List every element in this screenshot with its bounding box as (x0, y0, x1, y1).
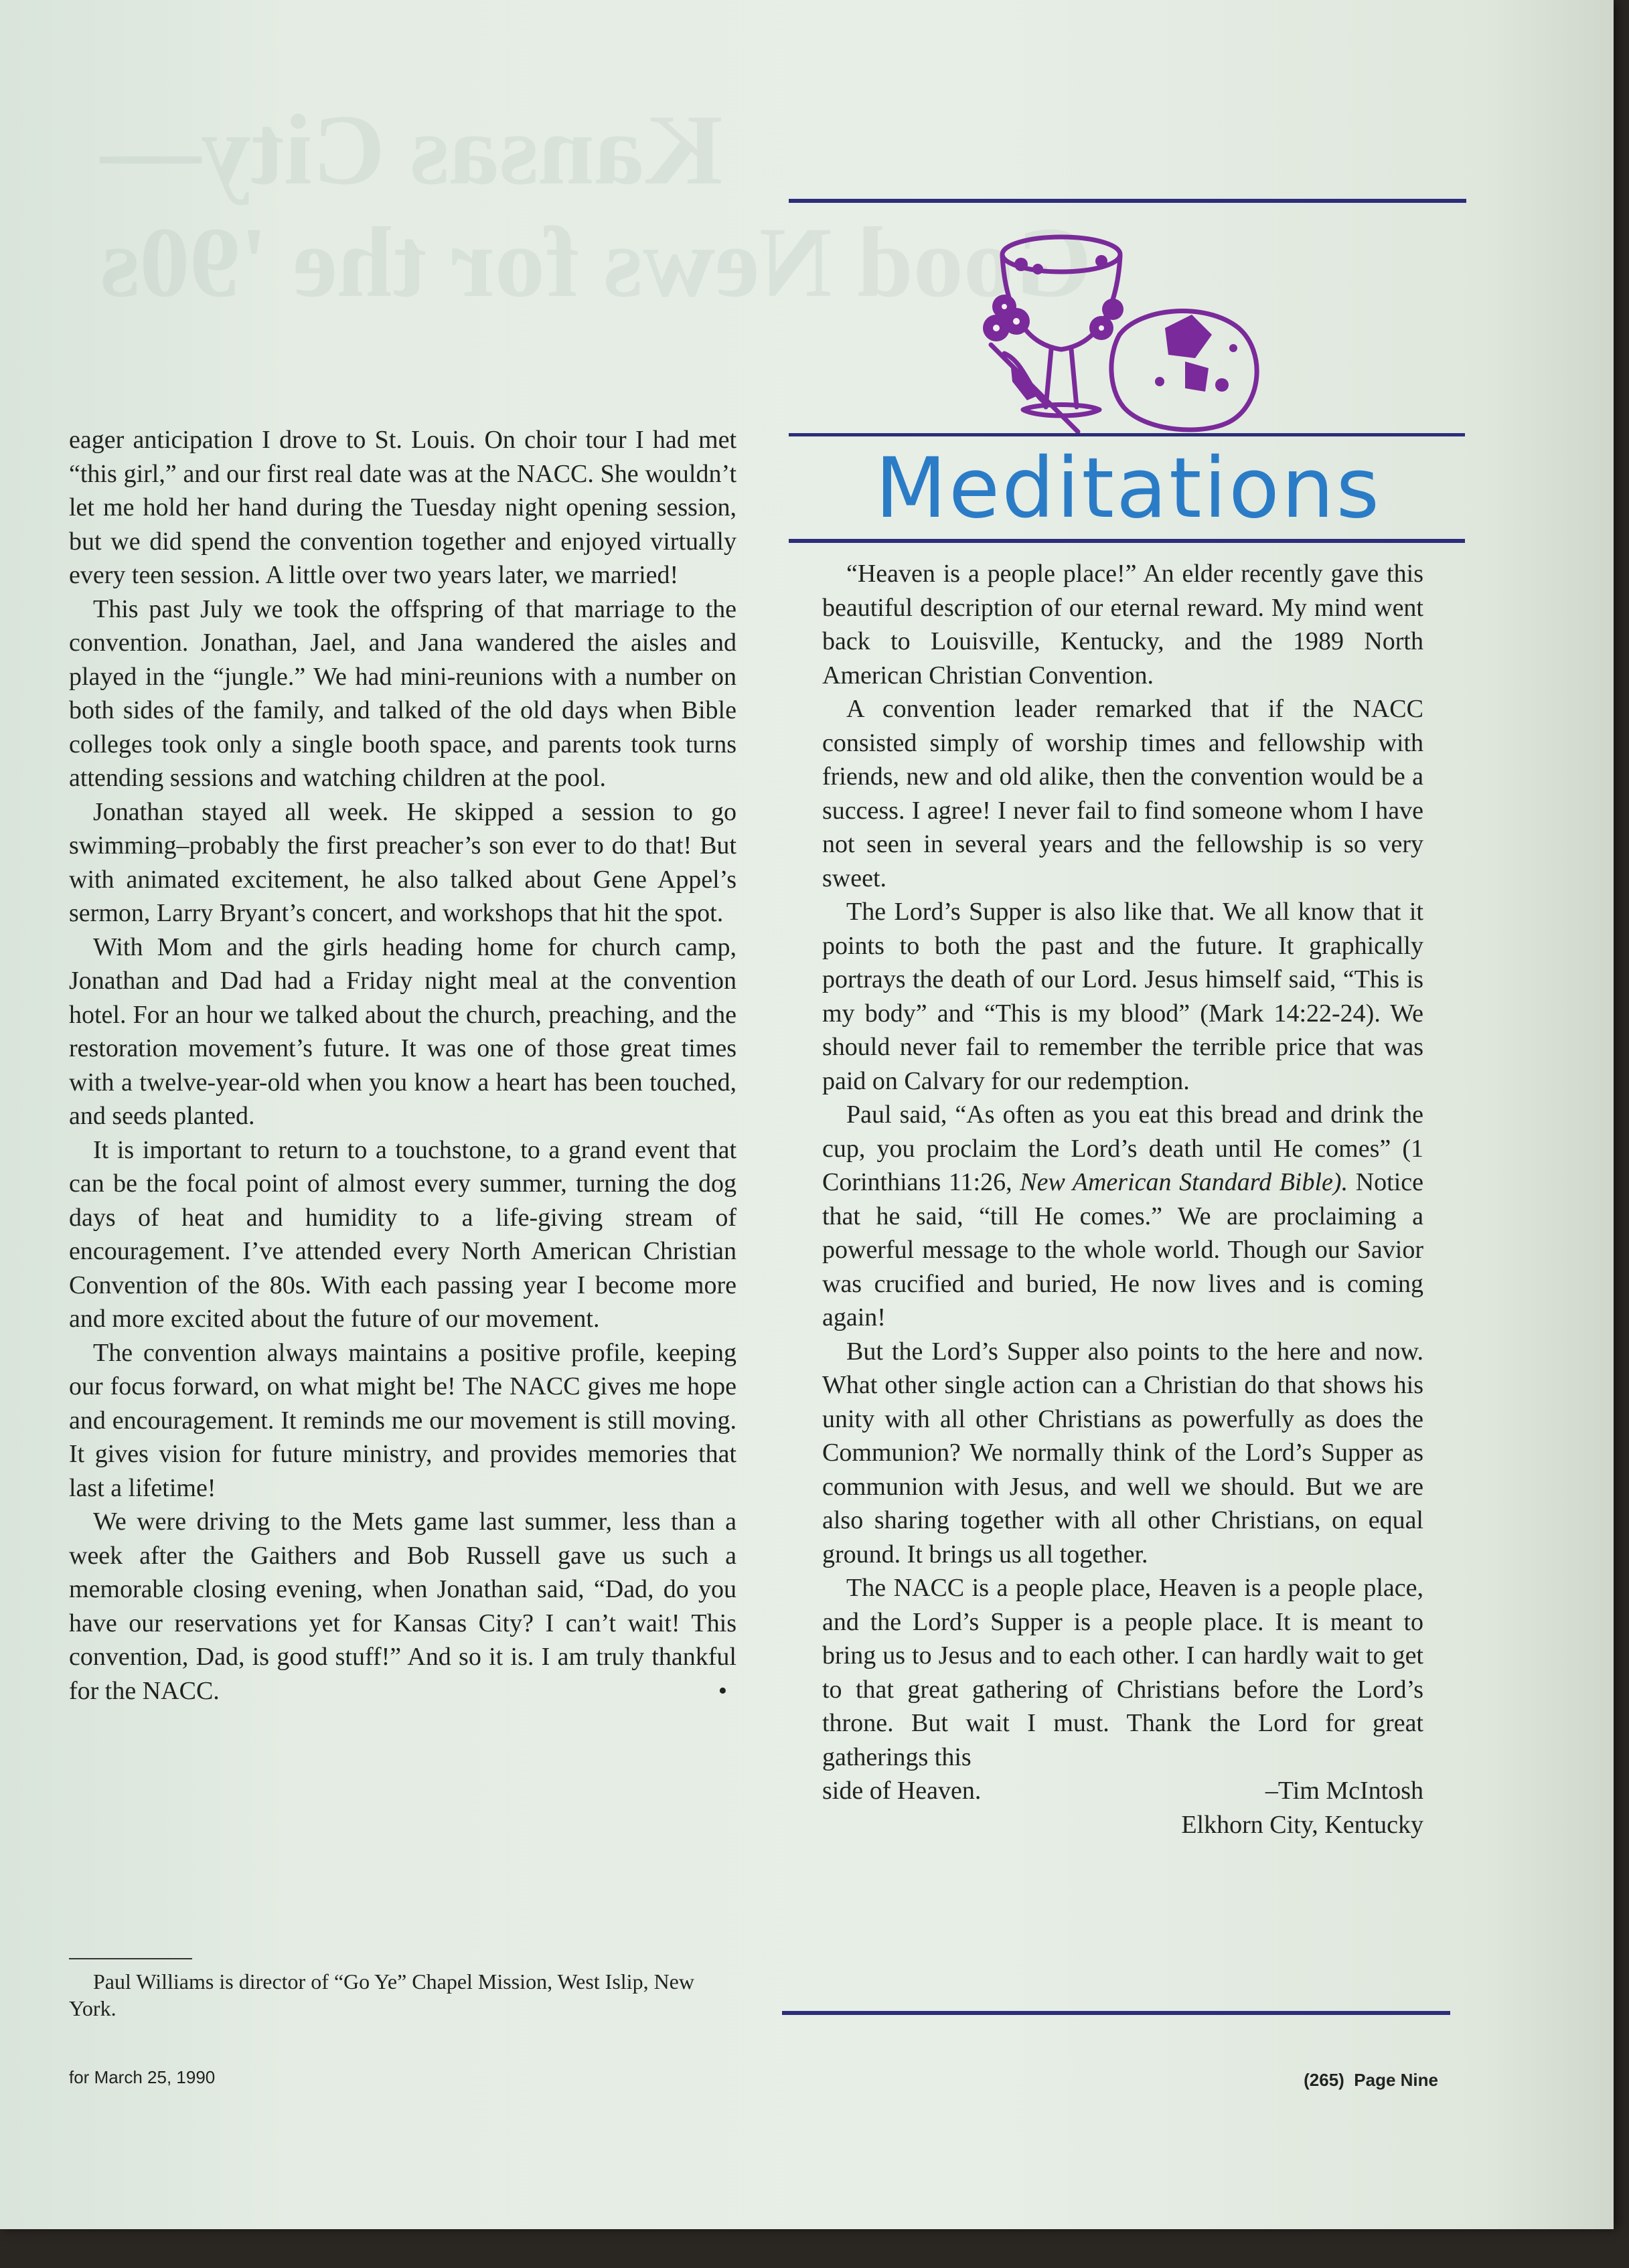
sidebar-column (822, 557, 1423, 1842)
sidebar-top-rule (789, 199, 1466, 203)
footnote-divider (69, 1958, 192, 1959)
sidebar-title-top-rule (789, 433, 1465, 436)
signature-name: –Tim McIntosh (1265, 1777, 1423, 1805)
article-paragraph: It is important to return to a touchstone, to a grand event that can be the focal point of almost every summer, turning the dog days of heat and humidity to a life-giving stream of encouragement. I’ve attended every North American Christian Convention of the 80s. With each passing year I become more and more excited about the future of our movement. (69, 1135, 736, 1333)
end-mark: • (718, 1676, 727, 1705)
article-paragraph-text: We were driving to the Mets game last summer, less than a week after the Gaithers and Bob Russell gave us such a memorable closing evening, when Jonathan said, “Dad, do you have our reservations yet for Kansas City? I can’t wait! This convention, Dad, is good stuff!” And so it is. I am truly thankful for the NACC. (69, 1508, 736, 1705)
sidebar-paragraph: But the Lord’s Supper also points to the here and now. What other single action can a Christian do that shows his unity with all other Christians as powerfully as does the Communion? We normally think of the Lord’s Supper as communion with Jesus, and well we should. But we are also sharing together with all other Christians, on equal ground. It brings us all together. (822, 1337, 1423, 1568)
bible-version-italic: New American Standard Bible). (1020, 1168, 1348, 1196)
sidebar-paragraph-last: The NACC is a people place, Heaven is a people place, and the Lord’s Supper is a people place. It is meant to bring us to Jesus and to each other. I can hardly wait to get to that great gathering of Christians before the Lord’s throne. But wait I must. Thank the Lord for great gatherings this (822, 1574, 1423, 1771)
signature-line (822, 1774, 1423, 1808)
communion-illustration-icon (964, 228, 1326, 449)
article-paragraph: The convention always maintains a positive profile, keeping our focus forward, on what might be! The NACC gives me hope and encouragement. It reminds me our movement is still moving. It gives vision for future ministry, and provides memories that last a lifetime! (69, 1338, 736, 1502)
signature-place: Elkhorn City, Kentucky (1181, 1810, 1423, 1839)
sidebar-title-bottom-rule (789, 539, 1465, 543)
sidebar-title: Meditations (874, 440, 1382, 537)
sidebar-paragraph: A convention leader remarked that if the NACC consisted simply of worship times and fellowship with friends, new and old alike, then the convention would be a success. I agree! I never fail to find someone whom I have not seen in several years and the fellowship is so very sweet. (822, 695, 1423, 892)
article-paragraph-last (69, 1505, 736, 1708)
bleed-through-heading: Kansas City— Good News for the '90s (100, 94, 1092, 318)
sidebar-paragraph: “Heaven is a people place!” An elder recently gave this beautiful description of our eternal reward. My mind went back to Louisville, Kentucky, and the 1989 North American Christian Convention. (822, 560, 1423, 690)
closing-words: side of Heaven. (822, 1777, 982, 1805)
sidebar-paragraph-paul (822, 1098, 1423, 1335)
sidebar-paragraph-text: Paul said, “As often as you eat this bread and drink the cup, you proclaim the Lord’s death until He comes” (1 Corinthians 11:26, (822, 1101, 1423, 1196)
author-footnote: Paul Williams is director of “Go Ye” Chapel Mission, West Islip, New York. (69, 1969, 694, 2020)
article-paragraph: This past July we took the offspring of that marriage to the convention. Jonathan, Jael, and Jana wandered the aisles and played in the “jungle.” We had mini-reunions with a number on both sides of the family, and talked of the old days when Bible colleges took only a single booth space, and parents took turns attending sessions and watching children at the pool. (69, 594, 736, 792)
article-paragraph: eager anticipation I drove to St. Louis. On choir tour I had met “this girl,” and our first real date was at the NACC. She wouldn’t let me hold her hand during the Tuesday night opening session, but we did spend the convention together and enjoyed virtually every teen session. A little over two years later, we married! (69, 426, 736, 589)
page-number: (265) Page Nine (1304, 2070, 1438, 2090)
article-column (69, 423, 736, 1708)
issue-date: for March 25, 1990 (69, 2067, 216, 2087)
article-paragraph: Jonathan stayed all week. He skipped a session to go swimming–probably the first preacher’s son ever to do that! But with animated excitement, he also talked about Gene Appel’s sermon, Larry Bryant’s concert, and workshops that hit the spot. (69, 797, 736, 927)
sidebar-paragraph: The Lord’s Supper is also like that. We all know that it points to both the past and the future. It graphically portrays the death of our Lord. Jesus himself said, “This is my body” and “This is my blood” (Mark 14:22-24). We should never fail to remember the terrible price that was paid on Calvary for our redemption. (822, 898, 1423, 1095)
article-paragraph: With Mom and the girls heading home for church camp, Jonathan and Dad had a Friday night meal at the convention hotel. For an hour we talked about the church, preaching, and the restoration movement’s future. It was one of those great times with a twelve-year-old when you know a heart has been touched, and seeds planted. (69, 933, 736, 1130)
sidebar-end-rule (782, 2011, 1450, 2015)
sidebar-paragraph-text: Notice that he said, “till He comes.” We are proclaiming a powerful message to the whole world. Though our Savior was crucified and buried, He now lives and is coming again! (822, 1168, 1424, 1331)
